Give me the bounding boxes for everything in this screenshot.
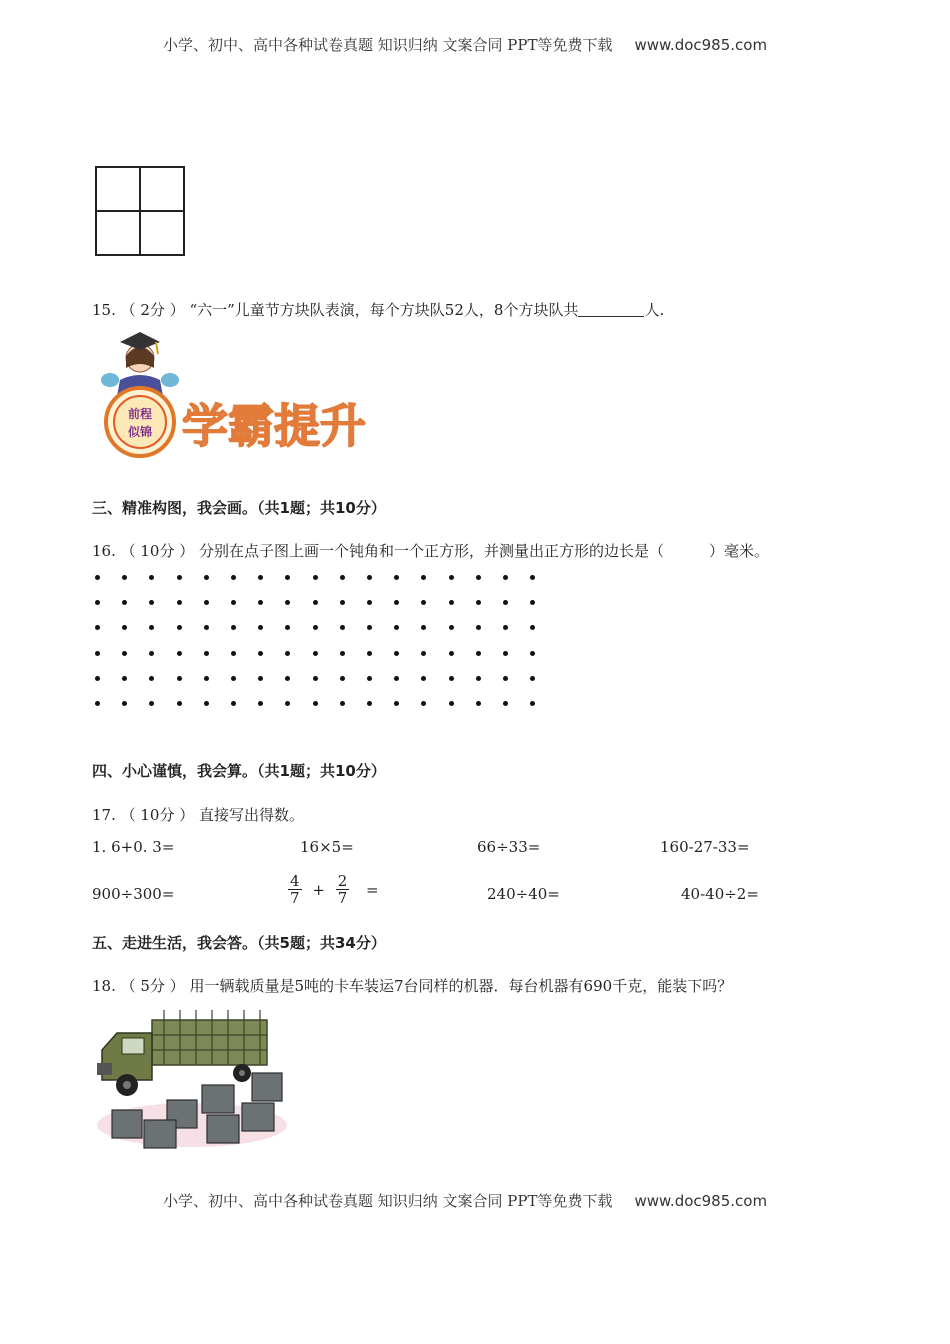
grid-dot[interactable]	[313, 651, 318, 656]
grid-dot[interactable]	[285, 651, 290, 656]
grid-dot[interactable]	[367, 625, 372, 630]
grid-dot[interactable]	[149, 651, 154, 656]
grid-dot[interactable]	[340, 625, 345, 630]
footer-url[interactable]: www.doc985.com	[634, 1192, 768, 1210]
grid-dot[interactable]	[95, 701, 100, 706]
question-16: 16. （ 10分 ） 分别在点子图上画一个钝角和一个正方形，并测量出正方形的边长是（ ）毫米。	[92, 542, 770, 560]
grid-dot[interactable]	[394, 600, 399, 605]
grid-dot[interactable]	[476, 651, 481, 656]
grid-dot[interactable]	[313, 701, 318, 706]
fraction-2-7	[336, 873, 350, 906]
grid-dot[interactable]	[122, 676, 127, 681]
grid-dot[interactable]	[177, 651, 182, 656]
grid-dot[interactable]	[204, 600, 209, 605]
q17-item-1: 1. 6+0. 3=	[92, 838, 175, 856]
q15-answer-blank[interactable]	[578, 302, 644, 317]
grid-dot[interactable]	[95, 651, 100, 656]
grid-dot[interactable]	[340, 701, 345, 706]
grid-dot[interactable]	[340, 600, 345, 605]
header-url[interactable]: www.doc985.com	[634, 36, 768, 54]
grid-dot[interactable]	[449, 575, 454, 580]
grid-dot[interactable]	[530, 651, 535, 656]
grid-dot[interactable]	[95, 625, 100, 630]
grid-dot[interactable]	[149, 701, 154, 706]
grid-dot[interactable]	[177, 676, 182, 681]
grid-dot[interactable]	[449, 625, 454, 630]
q15-text: 15. （ 2分 ） “六一”儿童节方块队表演，每个方块队52人，8个方块队共	[92, 301, 579, 319]
grid-dot[interactable]	[394, 651, 399, 656]
grid-dot[interactable]	[204, 575, 209, 580]
grid-dot[interactable]	[503, 575, 508, 580]
grid-dot[interactable]	[367, 600, 372, 605]
grid-dot[interactable]	[258, 575, 263, 580]
grid-dot[interactable]	[258, 625, 263, 630]
page-footer	[163, 1190, 767, 1211]
grid-dot[interactable]	[177, 701, 182, 706]
grid-dot[interactable]	[530, 625, 535, 630]
grid-dot[interactable]	[231, 625, 236, 630]
question-17: 17. （ 10分 ） 直接写出得数。	[92, 806, 305, 824]
section-5-title: 五、走进生活，我会答。（共5题；共34分）	[92, 934, 386, 952]
grid-dot[interactable]	[122, 600, 127, 605]
grid-dot[interactable]	[476, 575, 481, 580]
grid-dot[interactable]	[122, 625, 127, 630]
q17-item-7: 240÷40=	[487, 885, 560, 903]
grid-dot[interactable]	[95, 676, 100, 681]
question-18: 18. （ 5分 ） 用一辆载质量是5吨的卡车装运7台同样的机器．每台机器有690千克，能装下吗？	[92, 977, 733, 995]
grid-dot[interactable]	[394, 676, 399, 681]
grid-dot[interactable]	[530, 600, 535, 605]
grid-dot[interactable]	[122, 701, 127, 706]
frac1-den: 7	[290, 889, 300, 907]
q17-item-2: 16×5=	[300, 838, 354, 856]
section-3-title: 三、精准构图，我会画。（共1题；共10分）	[92, 499, 386, 517]
grid-dot[interactable]	[476, 676, 481, 681]
grid-dot[interactable]	[258, 676, 263, 681]
grid-dot[interactable]	[122, 575, 127, 580]
equals-sign: =	[366, 880, 379, 899]
grid-dot[interactable]	[503, 625, 508, 630]
square-grid-figure	[95, 166, 185, 256]
grid-dot[interactable]	[149, 575, 154, 580]
header-text: 小学、初中、高中各种试卷真题 知识归纳 文案合同 PPT等免费下载	[163, 36, 613, 54]
grid-dot[interactable]	[258, 600, 263, 605]
frac2-num: 2	[337, 872, 348, 890]
truck-illustration	[92, 1005, 287, 1155]
q17-item-3: 66÷33=	[477, 838, 541, 856]
grid-dot[interactable]	[285, 625, 290, 630]
badge-title: 学霸提升	[182, 399, 366, 453]
grid-dot[interactable]	[285, 701, 290, 706]
badge-circle-text-1: 前程	[127, 407, 153, 421]
grid-dot[interactable]	[421, 600, 426, 605]
fraction-4-7	[288, 873, 302, 906]
grid-dot[interactable]	[421, 651, 426, 656]
grid-dot[interactable]	[231, 575, 236, 580]
grid-dot[interactable]	[421, 676, 426, 681]
xueba-badge-illustration	[92, 330, 402, 460]
grid-dot[interactable]	[503, 600, 508, 605]
grid-dot[interactable]	[204, 625, 209, 630]
grid-dot[interactable]	[340, 676, 345, 681]
grid-dot[interactable]	[285, 600, 290, 605]
grid-dot[interactable]	[367, 575, 372, 580]
q15-text-end: 人.	[644, 301, 665, 319]
grid-dot[interactable]	[367, 701, 372, 706]
footer-text: 小学、初中、高中各种试卷真题 知识归纳 文案合同 PPT等免费下载	[163, 1192, 613, 1210]
question-15	[92, 299, 664, 320]
grid-dot[interactable]	[177, 575, 182, 580]
grid-dot[interactable]	[204, 701, 209, 706]
grid-dot[interactable]	[313, 625, 318, 630]
grid-dot[interactable]	[476, 625, 481, 630]
grid-dot[interactable]	[177, 600, 182, 605]
grid-dot[interactable]	[95, 575, 100, 580]
grid-dot[interactable]	[394, 625, 399, 630]
grid-dot[interactable]	[476, 701, 481, 706]
q17-item-5: 900÷300=	[92, 885, 175, 903]
grid-dot[interactable]	[449, 701, 454, 706]
grid-dot[interactable]	[449, 651, 454, 656]
grid-dot[interactable]	[367, 651, 372, 656]
grid-dot[interactable]	[231, 701, 236, 706]
grid-dot[interactable]	[449, 676, 454, 681]
grid-dot[interactable]	[122, 651, 127, 656]
plus-sign: +	[312, 880, 325, 899]
grid-dot[interactable]	[421, 701, 426, 706]
grid-dot[interactable]	[177, 625, 182, 630]
grid-dot[interactable]	[530, 676, 535, 681]
grid-dot[interactable]	[313, 600, 318, 605]
grid-dot[interactable]	[149, 676, 154, 681]
grid-dot[interactable]	[231, 651, 236, 656]
grid-dot[interactable]	[394, 575, 399, 580]
grid-dot[interactable]	[204, 676, 209, 681]
grid-dot[interactable]	[231, 676, 236, 681]
grid-dot[interactable]	[394, 701, 399, 706]
q17-item-6	[288, 873, 379, 906]
grid-dot[interactable]	[313, 676, 318, 681]
grid-dot[interactable]	[285, 676, 290, 681]
grid-dot[interactable]	[503, 676, 508, 681]
grid-dot[interactable]	[285, 575, 290, 580]
badge-circle-text-2: 似锦	[127, 425, 153, 439]
grid-dot[interactable]	[149, 600, 154, 605]
grid-dot[interactable]	[503, 651, 508, 656]
grid-dot[interactable]	[340, 651, 345, 656]
q17-item-4: 160-27-33=	[660, 838, 750, 856]
grid-dot[interactable]	[258, 651, 263, 656]
frac1-num: 4	[290, 872, 300, 890]
frac2-den: 7	[337, 889, 348, 907]
grid-dot[interactable]	[421, 575, 426, 580]
grid-dot[interactable]	[476, 600, 481, 605]
grid-dot[interactable]	[204, 651, 209, 656]
grid-dot[interactable]	[449, 600, 454, 605]
grid-dot[interactable]	[503, 701, 508, 706]
page-header	[163, 34, 767, 55]
grid-dot[interactable]	[367, 676, 372, 681]
section-4-title: 四、小心谨慎，我会算。（共1题；共10分）	[92, 762, 386, 780]
grid-dot[interactable]	[340, 575, 345, 580]
grid-dot[interactable]	[530, 701, 535, 706]
grid-dot[interactable]	[95, 600, 100, 605]
grid-dot[interactable]	[421, 625, 426, 630]
grid-dot[interactable]	[313, 575, 318, 580]
grid-dot[interactable]	[231, 600, 236, 605]
q17-item-8: 40-40÷2=	[681, 885, 759, 903]
grid-dot[interactable]	[149, 625, 154, 630]
grid-dot[interactable]	[258, 701, 263, 706]
grid-dot[interactable]	[530, 575, 535, 580]
